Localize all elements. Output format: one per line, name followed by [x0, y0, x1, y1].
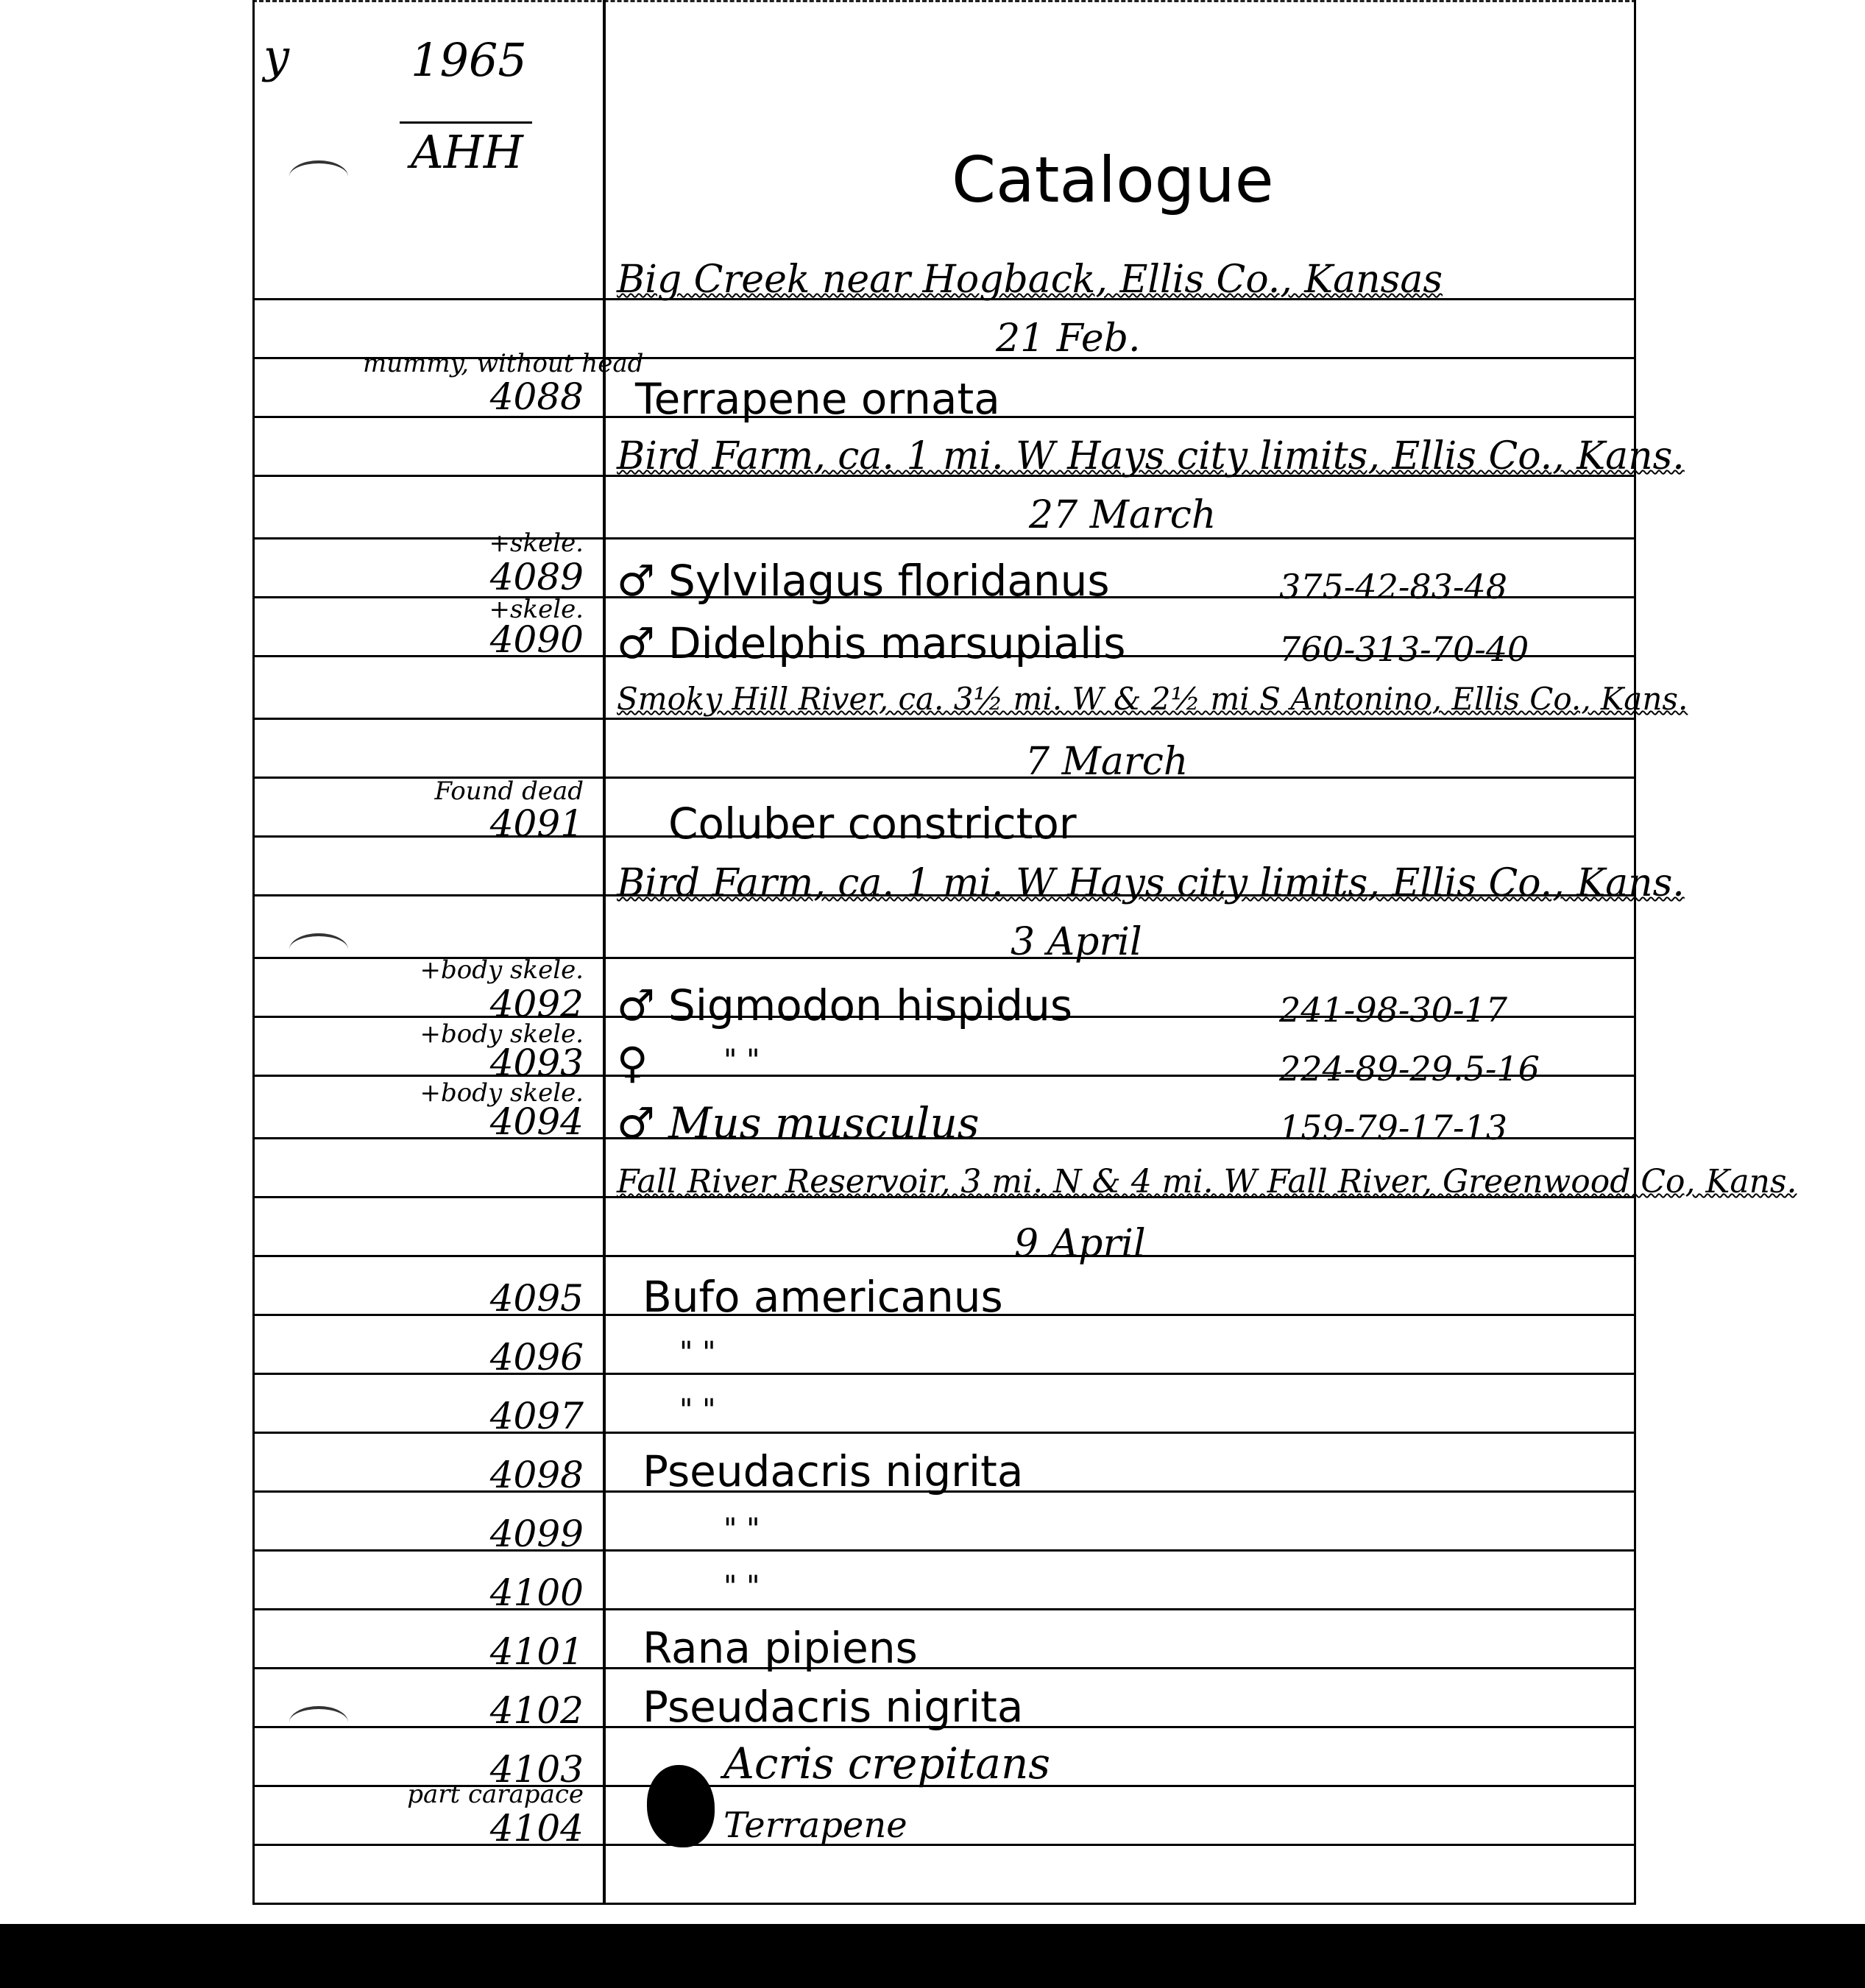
margin-line: [603, 0, 606, 1905]
scan-bottom-band: [0, 1924, 1865, 1988]
species-name: Acris crepitans: [723, 1738, 1051, 1789]
sex-symbol: ♂: [617, 556, 655, 606]
ditto-mark: " ": [723, 1570, 760, 1604]
entry-remark: +body skele.: [420, 1019, 584, 1049]
species-name: Pseudacris nigrita: [643, 1682, 1024, 1732]
page-title: Catalogue: [952, 144, 1274, 217]
locality-heading: Big Creek near Hogback, Ellis Co., Kansas: [617, 258, 1443, 302]
species-name: Bufo americanus: [643, 1272, 1003, 1322]
sex-symbol: ♂: [617, 1098, 655, 1148]
punch-hole-mark: [289, 1706, 348, 1738]
entry-remark: mummy, without head: [363, 349, 644, 378]
entry-remark: +body skele.: [420, 955, 584, 985]
ruled-line: [252, 1903, 1636, 1905]
catalogue-number: 4102: [489, 1689, 584, 1732]
catalogue-number: 4090: [489, 618, 584, 661]
measurements: 159-79-17-13: [1279, 1108, 1508, 1147]
locality-heading: Bird Farm, ca. 1 mi. W Hays city limits, Ellis Co., Kans.: [617, 861, 1685, 905]
collection-date: 27 March: [1029, 493, 1217, 537]
catalogue-number: 4103: [489, 1748, 584, 1791]
corner-mark: y: [263, 29, 290, 83]
measurements: 241-98-30-17: [1279, 990, 1508, 1030]
ruled-line: [252, 1255, 1636, 1257]
collection-date: 3 April: [1011, 920, 1142, 964]
species-name: Pseudacris nigrita: [643, 1446, 1024, 1496]
catalogue-number: 4098: [489, 1454, 584, 1496]
species-name: Sigmodon hispidus: [668, 980, 1073, 1030]
catalogue-number: 4099: [489, 1513, 584, 1555]
ditto-mark: " ": [679, 1393, 716, 1427]
catalogue-number: 4095: [489, 1277, 584, 1320]
ditto-mark: " ": [679, 1336, 716, 1370]
species-name: Mus musculus: [668, 1098, 980, 1148]
species-name: Terrapene: [723, 1805, 907, 1846]
collection-date: 9 April: [1014, 1222, 1146, 1266]
ruled-line: [252, 718, 1636, 720]
page-right-edge: [1634, 0, 1636, 1905]
entry-remark: Found dead: [434, 777, 584, 806]
catalogue-number: 4093: [489, 1041, 584, 1084]
species-name: Didelphis marsupialis: [668, 618, 1126, 668]
species-name: Sylvilagus floridanus: [668, 556, 1110, 606]
header-rule: [400, 121, 532, 124]
species-name: Rana pipiens: [643, 1623, 918, 1673]
species-name: Terrapene ornata: [635, 374, 1000, 424]
punch-hole-mark: [289, 933, 348, 966]
initials: AHH: [411, 125, 523, 179]
catalogue-number: 4101: [489, 1630, 584, 1673]
catalogue-number: 4096: [489, 1336, 584, 1379]
catalogue-number: 4097: [489, 1395, 584, 1437]
page-top-edge: [252, 0, 1636, 2]
species-name: " ": [723, 1044, 760, 1078]
catalogue-page: [252, 0, 1797, 1905]
catalogue-number: 4094: [489, 1100, 584, 1143]
catalogue-number: 4089: [489, 556, 584, 598]
catalogue-number: 4100: [489, 1571, 584, 1614]
entry-remark: +body skele.: [420, 1078, 584, 1108]
collection-date: 21 Feb.: [996, 316, 1141, 361]
catalogue-number: 4104: [489, 1807, 584, 1850]
ditto-mark: " ": [723, 1513, 760, 1546]
catalogue-number: 4091: [489, 802, 584, 845]
collection-date: 7 March: [1025, 740, 1189, 784]
ink-blot: [647, 1765, 715, 1847]
catalogue-number: 4088: [489, 375, 584, 418]
year: 1965: [411, 33, 527, 87]
species-name: Coluber constrictor: [668, 799, 1077, 849]
page-left-edge: [252, 0, 255, 1905]
sex-symbol: ♀: [617, 1038, 648, 1088]
measurements: 375-42-83-48: [1279, 567, 1508, 606]
entry-remark: part carapace: [407, 1780, 584, 1809]
locality-heading: Bird Farm, ca. 1 mi. W Hays city limits, Ellis Co., Kans.: [617, 434, 1685, 478]
locality-heading: Fall River Reservoir, 3 mi. N & 4 mi. W Fall River, Greenwood Co, Kans.: [617, 1163, 1797, 1200]
measurements: 760-313-70-40: [1279, 629, 1529, 669]
sex-symbol: ♂: [617, 618, 655, 668]
catalogue-number: 4092: [489, 983, 584, 1025]
entry-remark: +skele.: [489, 528, 584, 558]
punch-hole-mark: [289, 160, 348, 193]
sex-symbol: ♂: [617, 980, 655, 1030]
entry-remark: +skele.: [489, 595, 584, 624]
locality-heading: Smoky Hill River, ca. 3½ mi. W & 2½ mi S Antonino, Ellis Co., Kans.: [617, 681, 1688, 717]
measurements: 224-89-29.5-16: [1279, 1049, 1540, 1089]
